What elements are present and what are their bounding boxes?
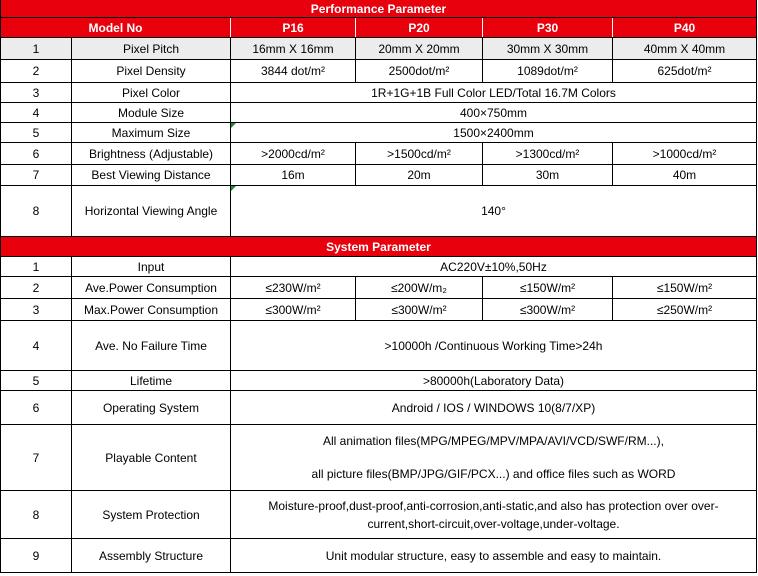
value-line: All animation files(MPG/MPEG/MPV/MPA/AVI/VCD/SWF/RM...),	[323, 434, 664, 449]
row-number: 1	[0, 38, 71, 59]
row-number: 7	[0, 165, 71, 185]
row-label: Pixel Color	[71, 83, 230, 102]
value-p40: ≤150W/m²	[612, 277, 757, 298]
column-header-row	[0, 18, 757, 38]
value-p40: 40mm X 40mm	[612, 38, 757, 59]
row-label: Lifetime	[71, 371, 230, 390]
table-row	[0, 60, 757, 83]
merged-value	[230, 491, 757, 538]
merged-value	[230, 425, 757, 490]
row-label: Assembly Structure	[71, 539, 230, 572]
row-number: 6	[0, 391, 71, 424]
row-label: Best Viewing Distance	[71, 165, 230, 185]
value-p20: 20mm X 20mm	[355, 38, 482, 59]
row-label: Pixel Density	[71, 60, 230, 82]
row-number: 1	[0, 257, 71, 276]
value-p16: >2000cd/m²	[230, 143, 355, 164]
merged-value: >10000h /Continuous Working Time>24h	[230, 321, 757, 370]
value-p20: ≤300W/m²	[355, 299, 482, 320]
table-row	[0, 321, 757, 371]
value-p20: 20m	[355, 165, 482, 185]
table-row	[0, 257, 757, 277]
row-number: 4	[0, 321, 71, 370]
row-label: Input	[71, 257, 230, 276]
header-p40: P40	[612, 18, 757, 37]
merged-value: 1500×2400mm	[230, 123, 757, 142]
value-p20: >1500cd/m²	[355, 143, 482, 164]
value-p30: 1089dot/m²	[482, 60, 612, 82]
value-p16: 16m	[230, 165, 355, 185]
value-p40: 40m	[612, 165, 757, 185]
system-title: System Parameter	[0, 237, 757, 257]
table-row	[0, 186, 757, 237]
value-p16: 3844 dot/m²	[230, 60, 355, 82]
value-p40: 625dot/m²	[612, 60, 757, 82]
row-number: 3	[0, 83, 71, 102]
table-row	[0, 277, 757, 299]
table-row	[0, 38, 757, 60]
row-label: Brightness (Adjustable)	[71, 143, 230, 164]
table-row	[0, 299, 757, 321]
row-label: Max.Power Consumption	[71, 299, 230, 320]
merged-value: 400×750mm	[230, 103, 757, 122]
table-row	[0, 103, 757, 123]
row-number: 8	[0, 491, 71, 538]
table-row	[0, 165, 757, 186]
value-p16: 16mm X 16mm	[230, 38, 355, 59]
performance-title: Performance Parameter	[0, 0, 757, 18]
merged-value: AC220V±10%,50Hz	[230, 257, 757, 276]
value-p20: 2500dot/m²	[355, 60, 482, 82]
merged-value: 140°	[230, 186, 757, 236]
table-row	[0, 123, 757, 143]
header-p16: P16	[230, 18, 355, 37]
row-number: 3	[0, 299, 71, 320]
table-row	[0, 143, 757, 165]
row-number: 2	[0, 60, 71, 82]
row-number: 8	[0, 186, 71, 236]
table-row	[0, 391, 757, 425]
merged-value: >80000h(Laboratory Data)	[230, 371, 757, 390]
value-p30: ≤150W/m²	[482, 277, 612, 298]
value-p30: 30m	[482, 165, 612, 185]
row-number: 5	[0, 371, 71, 390]
row-label: Ave. No Failure Time	[71, 321, 230, 370]
header-p30: P30	[482, 18, 612, 37]
merged-value: Unit modular structure, easy to assemble and easy to maintain.	[230, 539, 757, 572]
table-row	[0, 83, 757, 103]
row-label: Ave.Power Consumption	[71, 277, 230, 298]
row-number: 7	[0, 425, 71, 490]
value-line: current,short-circuit,over-voltage,under-voltage.	[367, 516, 620, 531]
header-model-no: Model No	[0, 18, 230, 37]
table-row	[0, 425, 757, 491]
value-line: all picture files(BMP/JPG/GIF/PCX...) and office files such as WORD	[311, 466, 676, 481]
value-p16: ≤300W/m²	[230, 299, 355, 320]
value-p16: ≤230W/m²	[230, 277, 355, 298]
value-p30: ≤300W/m²	[482, 299, 612, 320]
row-number: 9	[0, 539, 71, 572]
table-row	[0, 539, 757, 573]
table-row	[0, 491, 757, 539]
header-p20: P20	[355, 18, 482, 37]
row-label: Playable Content	[71, 425, 230, 490]
value-line: Moisture-proof,dust-proof,anti-corrosion,anti-static,and also has protection over over-	[268, 498, 719, 513]
merged-value: Android / IOS / WINDOWS 10(8/7/XP)	[230, 391, 757, 424]
table-row	[0, 371, 757, 391]
row-label: Maximum Size	[71, 123, 230, 142]
row-number: 2	[0, 277, 71, 298]
value-p40: ≤250W/m²	[612, 299, 757, 320]
value-p30: >1300cd/m²	[482, 143, 612, 164]
row-number: 4	[0, 103, 71, 122]
row-label: Pixel Pitch	[71, 38, 230, 59]
row-label: Operating System	[71, 391, 230, 424]
row-label: Module Size	[71, 103, 230, 122]
row-label: System Protection	[71, 491, 230, 538]
value-p20: ≤200W/m₂	[355, 277, 482, 298]
merged-value: 1R+1G+1B Full Color LED/Total 16.7M Colors	[230, 83, 757, 102]
value-p40: >1000cd/m²	[612, 143, 757, 164]
value-p30: 30mm X 30mm	[482, 38, 612, 59]
row-number: 6	[0, 143, 71, 164]
row-number: 5	[0, 123, 71, 142]
row-label: Horizontal Viewing Angle	[71, 186, 230, 236]
